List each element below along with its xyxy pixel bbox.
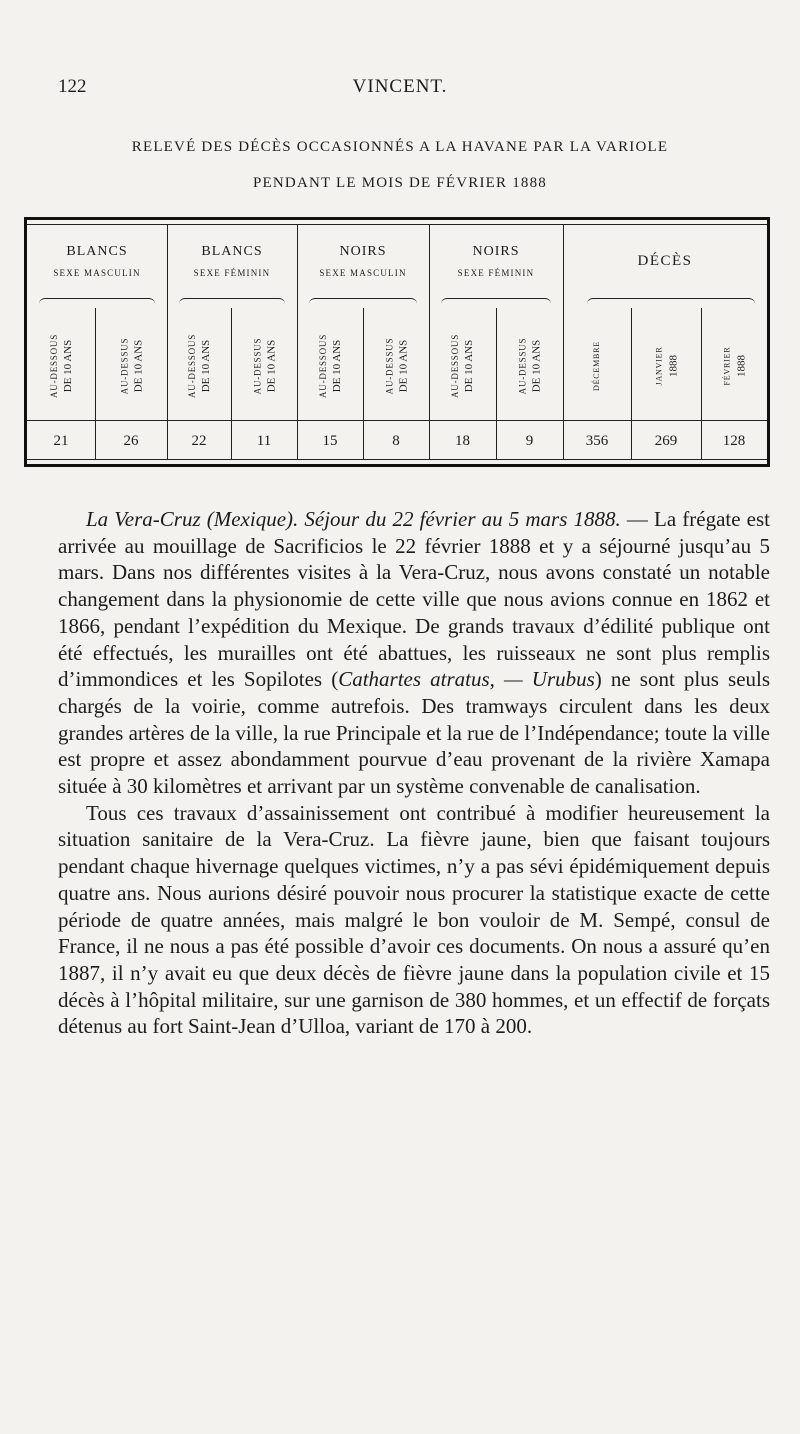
brace bbox=[587, 298, 755, 307]
col-head-decembre: DÉCEMBRE bbox=[592, 341, 601, 391]
col-head-blancs-m-dessus: AU-DESSUS DE 10 ANS bbox=[119, 337, 144, 395]
brace bbox=[441, 298, 551, 307]
col-head-janvier: JANVIER 1888 bbox=[654, 346, 679, 386]
brace bbox=[309, 298, 417, 307]
value-noirs-f-dessous: 18 bbox=[455, 432, 470, 449]
body-text bbox=[58, 506, 770, 1040]
page-number: 122 bbox=[58, 76, 87, 97]
group-head-blancs-masculin: BLANCS SEXE MASCULIN bbox=[53, 244, 141, 278]
brace bbox=[179, 298, 285, 307]
value-janvier: 269 bbox=[654, 432, 678, 449]
brace bbox=[39, 298, 155, 307]
col-head-blancs-f-dessus: AU-DESSUS DE 10 ANS bbox=[252, 337, 277, 395]
value-fevrier: 128 bbox=[722, 432, 746, 449]
table-inner-bottom-rule bbox=[27, 459, 767, 460]
col-head-blancs-m-dessous: AU-DESSOUS DE 10 ANS bbox=[48, 333, 74, 399]
paragraph-text: ) ne sont plus seuls chargés de la voirie, comme autrefois. Des tramways circulent dans les deux grandes artères de la ville, la rue Principale et la rue de l’Indépendance; toute la ville est propre et assez abondamment pourvue d’eau provenant de la rivière Xamapa située à 30 kilomètres et arrivant par un système convenable de canalisation. bbox=[58, 667, 771, 799]
value-blancs-m-dessus: 26 bbox=[123, 432, 139, 449]
paragraph-vera-cruz bbox=[58, 506, 770, 800]
paragraph-text: — La frégate est arrivée au mouillage de Sacrificios le 22 février 1888 et y a séjourné jusqu’au 5 mars. Dans nos différentes visites à la Vera-Cruz, nous avons constaté un notable changement dans la physionomie de cette ville que nous avions connue en 1862 et 1866, pendant l’expédition du Mexique. De grands travaux d’édilité publique ont été effectués, les murailles ont été abattues, les ruisseaux ne sont plus remplis d’immondices et les Sopilotes ( bbox=[58, 507, 771, 692]
group-head-blancs-feminin: BLANCS SEXE FÉMININ bbox=[193, 244, 271, 278]
col-head-noirs-f-dessus: AU-DESSUS DE 10 ANS bbox=[517, 337, 543, 395]
table-title-line1: RELEVÉ DES DÉCÈS OCCASIONNÉS A LA HAVANE PAR LA VARIOLE bbox=[131, 139, 669, 155]
col-head-noirs-m-dessous: AU-DESSOUS DE 10 ANS bbox=[317, 333, 343, 399]
value-decembre: 356 bbox=[585, 432, 609, 449]
col-head-fevrier: FÉVRIER 1888 bbox=[722, 346, 747, 386]
value-blancs-f-dessus: 11 bbox=[256, 432, 272, 449]
value-blancs-f-dessous: 22 bbox=[191, 432, 207, 449]
running-head: VINCENT. bbox=[352, 76, 448, 97]
table-title-line2: PENDANT LE MOIS DE FÉVRIER 1888 bbox=[252, 175, 547, 191]
group-head-noirs-feminin: NOIRS SEXE FÉMININ bbox=[457, 244, 535, 278]
col-head-noirs-f-dessous: AU-DESSOUS DE 10 ANS bbox=[450, 333, 476, 399]
section-heading-vera-cruz: La Vera-Cruz (Mexique). Séjour du 22 février au 5 mars 1888. bbox=[86, 507, 621, 531]
col-head-noirs-m-dessus: AU-DESSUS DE 10 ANS bbox=[384, 337, 409, 395]
table-inner-top-rule bbox=[27, 224, 767, 225]
value-noirs-m-dessous: 15 bbox=[322, 432, 338, 449]
value-noirs-m-dessus: 8 bbox=[392, 432, 400, 449]
paragraph-assainissement: Tous ces travaux d’assainissement ont contribué à modifier heureusement la situation sanitaire de la Vera-Cruz. La fièvre jaune, bien que faisant toujours pendant chaque hivernage quelques victimes, n’y a pas sévi épidémiquement depuis quatre ans. Nous aurions désiré pouvoir nous procurer la statistique exacte de cette période de quatre années, mais malgré le bon vouloir de M. Sempé, consul de France, il ne nous a pas été possible d’avoir ces documents. On nous a assuré qu’en 1887, il n’y avait eu que deux décès de fièvre jaune dans la population civile et 15 décès à l’hôpital militaire, sur une garnison de 380 hommes, et un effectif de forçats détenus au fort Saint-Jean d’Ulloa, variant de 170 à 200. bbox=[58, 800, 770, 1039]
col-head-blancs-f-dessous: AU-DESSOUS DE 10 ANS bbox=[187, 333, 213, 399]
species-name: Cathartes atratus, — Urubus bbox=[338, 667, 595, 692]
value-blancs-m-dessous: 21 bbox=[53, 432, 69, 449]
table-values-rule bbox=[27, 420, 767, 421]
smallpox-deaths-table bbox=[24, 217, 770, 467]
group-head-deces: DÉCÈS bbox=[637, 253, 693, 269]
group-head-noirs-masculin: NOIRS SEXE MASCULIN bbox=[319, 244, 407, 278]
value-noirs-f-dessus: 9 bbox=[525, 432, 534, 449]
